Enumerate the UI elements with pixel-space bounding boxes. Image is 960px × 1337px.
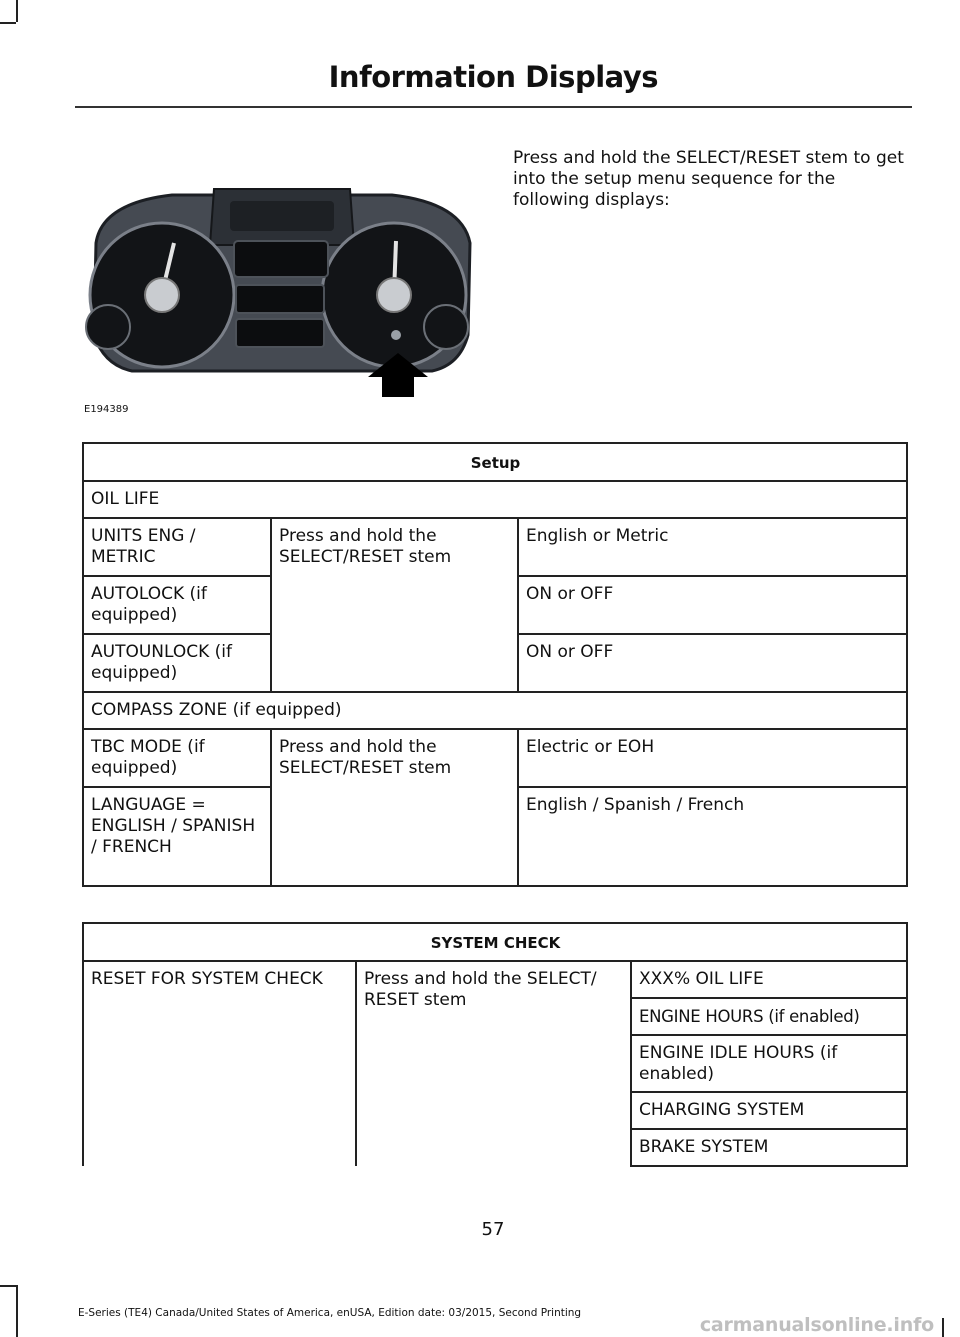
crop-mark <box>942 1318 944 1337</box>
setup-table-title: Setup <box>83 443 907 481</box>
crop-mark <box>16 1285 18 1337</box>
system-check-item: ENGINE IDLE HOURS (if enabled) <box>631 1035 907 1092</box>
system-action: Press and hold the SELECT/ RESET stem <box>356 961 631 1166</box>
setup-options: Electric or EOH <box>518 729 907 787</box>
page-title: Information Displays <box>328 60 658 94</box>
system-table-title: SYSTEM CHECK <box>83 923 907 961</box>
crop-mark <box>16 0 18 22</box>
setup-options: English or Metric <box>518 518 907 576</box>
setup-action: Press and hold the SELECT/RESET stem <box>271 518 518 692</box>
instrument-cluster-illustration <box>82 185 482 400</box>
system-check-table <box>82 922 908 1167</box>
setup-options: English / Spanish / French <box>518 787 907 886</box>
footer-text: E-Series (TE4) Canada/United States of America, enUSA, Edition date: 03/2015, Second Printing <box>78 1307 582 1319</box>
setup-item: AUTOLOCK (if equipped) <box>83 576 271 634</box>
setup-item: TBC MODE (if equipped) <box>83 729 271 787</box>
figure-id: E194389 <box>84 404 129 415</box>
system-check-item: XXX% OIL LIFE <box>631 961 907 998</box>
setup-item: UNITS ENG / METRIC <box>83 518 271 576</box>
setup-options: ON or OFF <box>518 576 907 634</box>
setup-table <box>82 442 908 887</box>
watermark: carmanualsonline.info <box>699 1314 934 1336</box>
intro-text: Press and hold the SELECT/RESET stem to get into the setup menu sequence for the following displays: <box>513 148 904 210</box>
system-item: RESET FOR SYSTEM CHECK <box>83 961 356 1166</box>
system-check-item: BRAKE SYSTEM <box>631 1129 907 1166</box>
title-divider <box>75 106 912 108</box>
system-check-item: ENGINE HOURS (if enabled) <box>631 998 907 1035</box>
setup-options: ON or OFF <box>518 634 907 692</box>
crop-mark <box>0 1285 16 1287</box>
page-number: 57 <box>481 1219 505 1240</box>
setup-action: Press and hold the SELECT/RESET stem <box>271 729 518 886</box>
crop-mark <box>0 22 16 24</box>
setup-compass-zone: COMPASS ZONE (if equipped) <box>83 692 907 729</box>
system-check-item: CHARGING SYSTEM <box>631 1092 907 1129</box>
setup-item: LANGUAGE = ENGLISH / SPANISH / FRENCH <box>83 787 271 886</box>
setup-oil-life: OIL LIFE <box>83 481 907 518</box>
setup-item: AUTOUNLOCK (if equipped) <box>83 634 271 692</box>
